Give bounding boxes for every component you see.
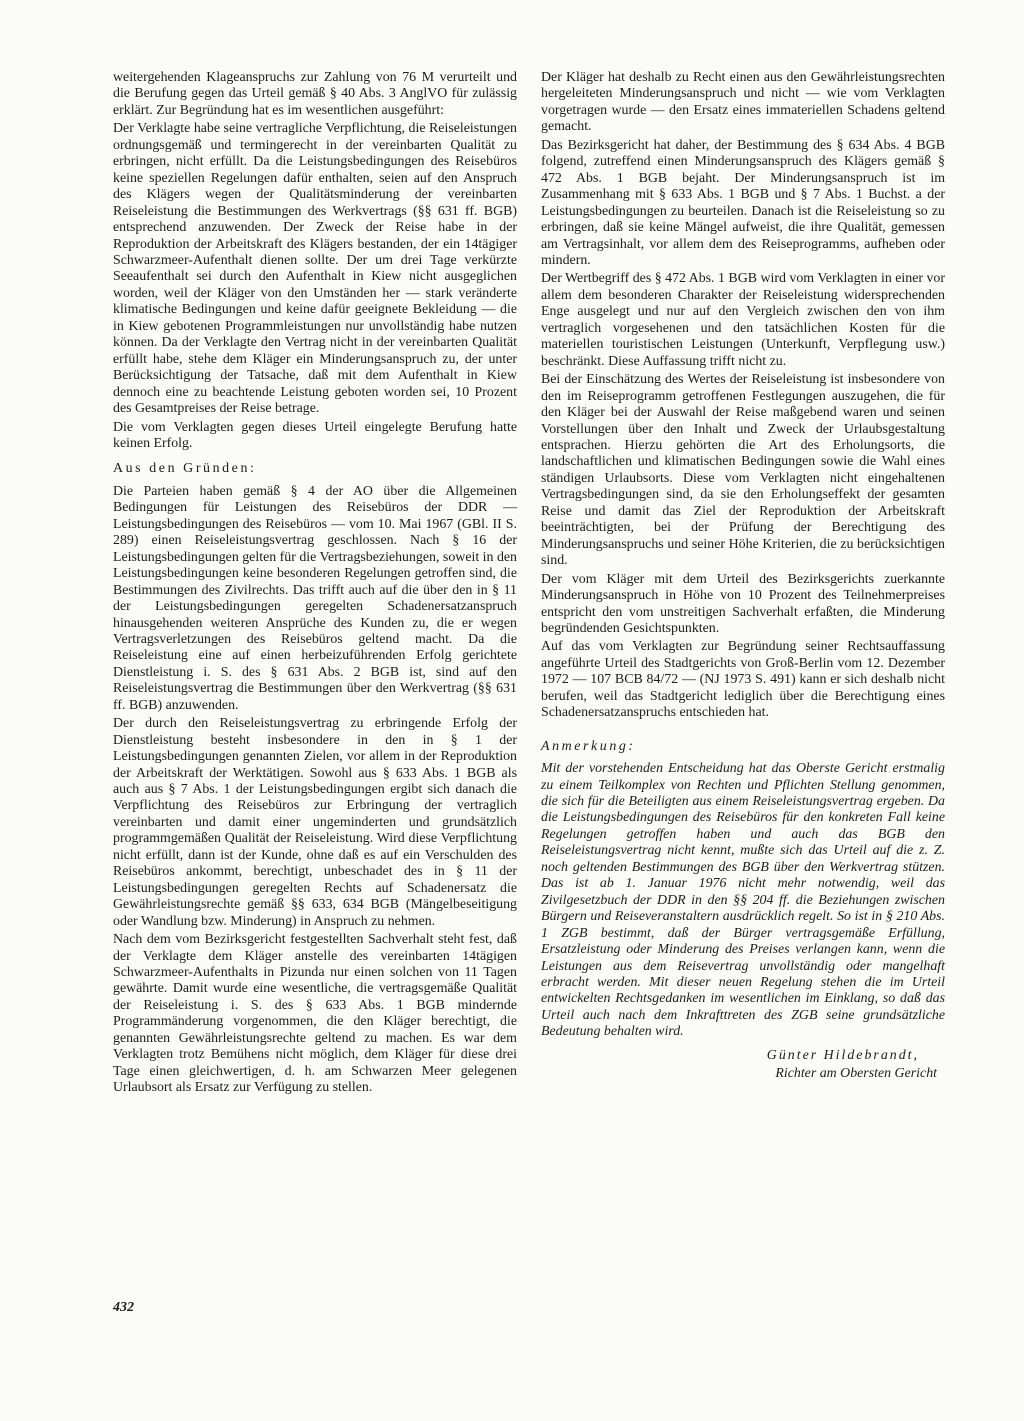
paragraph: Der durch den Reiseleistungsvertrag zu erbringende Erfolg der Dienstleistung besteht insbesondere in den in § 1 der Leistungsbedingungen genannten Zielen, vor allem in der Reproduktion der Arbeitskraft der Werktätigen. Sowohl aus § 633 Abs. 1 BGB als auch aus § 7 Abs. 1 der Leistungsbedingungen ergibt sich danach die Verpflichtung des Reisebüros zur Erbringung der vertraglich vereinbarten und damit einer ungeminderten und grundsätzlich programmgemäßen Qualität der Reiseleistung. Wird diese Verpflichtung nicht erfüllt, dann ist der Kunde, ohne daß es auf ein Verschulden des Reisebüros ankommt, berechtigt, unbeschadet des in § 11 der Leistungsbedingungen geregelten Rechts auf Schadenersatz die Gewährleistungsrechte gemäß §§ 633, 634 BGB (Mängelbeseitigung oder Wandlung bzw. Minderung) in Anspruch zu nehmen. bbox=[113, 716, 517, 929]
paragraph: Die Parteien haben gemäß § 4 der AO über die Allgemeinen Bedingungen für Leistungen des Reisebüros der DDR — Leistungsbedingungen des Reisebüros — vom 10. Mai 1967 (GBl. II S. 289) einen Reiseleistungsvertrag geschlossen. Nach § 16 der Leistungsbedingungen gelten für die Vertragsbeziehungen, soweit in den Leistungsbedingungen keine besonderen Regelungen getroffen sind, die Bestimmungen des Zivilrechts. Das trifft auch auf die über den in § 11 der Leistungsbedingungen geregelten Schadenersatzanspruch hinausgehenden weiteren Ansprüche des Kunden zu, die er wegen Vertragsverletzungen des Reisebüros geltend macht. Da die Reiseleistung eine auf einen herbeizuführenden Erfolg gerichtete Dienstleistung i. S. des § 631 Abs. 2 BGB ist, sind auf den Reiseleistungsvertrag die Bestimmungen über den Werkvertrag (§§ 631 ff. BGB) anzuwenden. bbox=[113, 483, 518, 713]
paragraph: Der Verklagte habe seine vertragliche Verpflichtung, die Reiseleistungen ordnungsgemäß und termingerecht in der vereinbarten Qualität zu erbringen, nicht erfüllt. Da die Leistungsbedingungen des Reisebüros keine speziellen Regelungen dafür enthalten, seien auf den Anspruch des Klägers wegen der Qualitätsminderung der vereinbarten Reiseleistung die Bestimmungen des Werkvertrags (§§ 631 ff. BGB) entsprechend anzuwenden. Der Zweck der Reise habe in der Reproduktion der Arbeitskraft des Klägers bestanden, der ein 14tägiger Schwarzmeer-Aufenthalt dienen sollte. Der um drei Tage verkürzte Seeaufenthalt sei durch den Aufenthalt in Kiew nicht ausgeglichen worden, weil der Kläger von den Umständen her — stark veränderte klimatische Bedingungen und keine dafür geeignete Bekleidung — die in Kiew gebotenen Programmleistungen nur unvollständig habe nutzen können. Da der Verklagte den Vertrag nicht in der vereinbarten Qualität erfüllt habe, stehe dem Kläger ein Minderungsanspruch zu, der unter Berücksichtigung der Tatsache, daß mit dem Aufenthalt in Kiew dennoch eine zu beachtende Leistung geboten worden sei, 10 Prozent des Gesamtpreises der Reise betrage. bbox=[113, 121, 517, 417]
paragraph: weitergehenden Klageanspruchs zur Zahlung von 76 M verurteilt und die Berufung gegen das Urteil gemäß § 40 Abs. 3 AnglVO für zulässig erklärt. Zur Begründung hat es im wesentlichen ausgeführt: bbox=[113, 70, 517, 118]
signature-block bbox=[541, 1047, 945, 1083]
paragraph: Auf das vom Verklagten zur Begründung seiner Rechtsauffassung angeführte Urteil des Stadtgerichts von Groß-Berlin vom 12. Dezember 1972 — 107 BCB 84/72 — (NJ 1973 S. 491) kann er sich deshalb nicht berufen, weil das Stadtgericht lediglich über die Berechtigung eines Schadenersatzanspruchs entschieden hat. bbox=[541, 639, 945, 721]
paragraph: Bei der Einschätzung des Wertes der Reiseleistung ist insbesondere von den im Reiseprogramm getroffenen Festlegungen auszugehen, die für den Kläger bei der Auswahl der Reise maßgebend waren und seinen Vorstellungen über den Inhalt und Zweck der Urlaubsgestaltung entsprachen. Hierzu gehörten die Art des Erholungsorts, die landschaftlichen und klimatischen Bedingungen sowie die Wahl eines ständigen Urlaubsorts. Diese vom Verklagten nicht eingehaltenen Vertragsbedingungen sind, da sie den Erholungseffekt der gesamten Reise und damit das Ziel der Reproduktion der Arbeitskraft beeinträchtigten, bei der Prüfung der Berechtigung des Minderungsanspruchs und seiner Höhe Kriterien, die zu berücksichtigen sind. bbox=[541, 372, 945, 569]
right-column bbox=[541, 70, 945, 1083]
note-heading: Anmerkung: bbox=[541, 738, 636, 754]
paragraph: Nach dem vom Bezirksgericht festgestellten Sachverhalt steht fest, daß der Verklagte dem Kläger anstelle des vereinbarten 14tägigen Schwarzmeer-Aufenthalts in Pizunda nur einen solchen von 11 Tagen gewährte. Damit wurde eine wesentliche, die vertragsgemäße Qualität der Reiseleistung i. S. des § 633 Abs. 1 BGB mindernde Programmänderung vorgenommen, die den Kläger berechtigt, die genannten Gewährleistungsrechte geltend zu machen. Es war dem Verklagten trotz Bemühens nicht möglich, dem Kläger für diese drei Tage einen gleichwertigen, d. h. am Schwarzen Meer gelegenen Urlaubsort als Ersatz zur Verfügung zu stellen. bbox=[113, 932, 517, 1096]
paragraph: Das Bezirksgericht hat daher, der Bestimmung des § 634 Abs. 4 BGB folgend, zutreffend einen Minderungsanspruch des Klägers gemäß § 472 Abs. 1 BGB bejaht. Der Minderungsanspruch ist im Zusammenhang mit § 633 Abs. 1 BGB und § 7 Abs. 1 Buchst. a der Leistungsbedingungen zu beurteilen. Danach ist die Reiseleistung so zu erbringen, daß sie keine Mängel aufweist, die ihre Qualität, gemessen am Vertragsinhalt, vor allem dem des Reiseprogramms, aufheben oder mindern. bbox=[541, 137, 945, 268]
paragraph: Der vom Kläger mit dem Urteil des Bezirksgerichts zuerkannte Minderungsanspruch in Höhe von 10 Prozent des Teilnehmerpreises entspricht den vom unstreitigen Sachverhalt erfaßten, die Minderung begründenden Gesichtspunkten. bbox=[541, 571, 945, 636]
paragraph: Die vom Verklagten gegen dieses Urteil eingelegte Berufung hatte keinen Erfolg. bbox=[113, 419, 517, 451]
section-heading: Aus den Gründen: bbox=[113, 461, 257, 477]
paragraph: Der Wertbegriff des § 472 Abs. 1 BGB wird vom Verklagten in einer vor allem dem besonderen Charakter der Reiseleistung widersprechenden Enge ausgelegt und nur auf den Vergleich zwischen den von ihm vertraglich vorgesehenen und den tatsächlichen Kosten für die materiellen touristischen Leistungen (Unterkunft, Verpflegung usw.) beschränkt. Diese Auffassung trifft nicht zu. bbox=[541, 271, 945, 369]
left-column bbox=[113, 70, 517, 1097]
paragraph: Der Kläger hat deshalb zu Recht einen aus den Gewährleistungsrechten hergeleiteten Minderungsanspruch und nicht — wie vom Verklagten vorgetragen wurde — den Ersatz eines immateriellen Schadens geltend gemacht. bbox=[541, 70, 945, 135]
note-text: Mit der vorstehenden Entscheidung hat das Oberste Gericht erstmalig zu einem Teilkomplex von Rechten und Pflichten Stellung genommen, die sich für die Beteiligten aus einem Reiseleistungsvertrag ergeben. Da die Leistungsbedingungen des Reisebüros für den konkreten Fall keine Regelungen getroffen haben und auch das BGB den Reiseleistungsvertrag nicht kennt, mußte sich das Urteil auf die z. Z. noch geltenden Bestimmungen des BGB über den Werkvertrag stützen. Das ist ab 1. Januar 1976 nicht mehr notwendig, weil das Zivilgesetzbuch der DDR in den §§ 204 ff. die Beziehungen zwischen Bürgern und Reiseveranstaltern ausdrücklich regelt. So ist in § 210 Abs. 1 ZGB bestimmt, daß der Bürger vertragsgemäße Erfüllung, Ersatzleistung oder Minderung des Preises verlangen kann, wenn die Leistungen aus dem Reisevertrag unvollständig oder mangelhaft erbracht werden. Mit dieser neuen Regelung stehen die im Urteil entwickelten Rechtsgedanken im wesentlichen im Einklang, so daß das Urteil auch nach dem Inkrafttreten des ZGB seine grundsätzliche Bedeutung behalten wird. bbox=[541, 761, 945, 1040]
page-number: 432 bbox=[113, 1300, 134, 1315]
signature-title: Richter am Obersten Gericht bbox=[775, 1065, 937, 1081]
signature-name: Günter Hildebrandt, bbox=[766, 1047, 919, 1063]
